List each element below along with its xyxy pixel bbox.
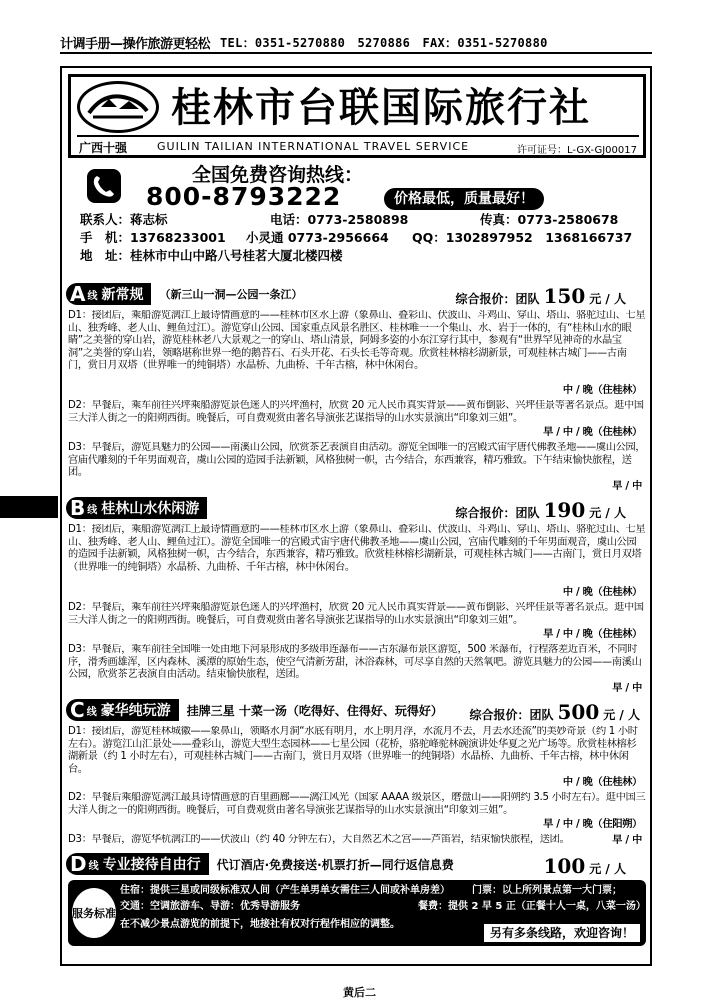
route-d-letter: D — [70, 852, 87, 876]
route-a-xian: 线 — [87, 290, 98, 302]
service-badge: 服务标准 — [72, 888, 116, 938]
route-d-unit: 元 / 人 — [589, 862, 626, 876]
route-d-xian: 线 — [88, 860, 99, 872]
route-c-unit: 元 / 人 — [603, 708, 640, 722]
route-a-name: 新常规 — [101, 287, 144, 303]
header-divider — [77, 135, 639, 137]
flyer-frame — [60, 66, 652, 966]
service-note: 在不减少景点游览的前提下，地接社有权对行程作相应的调整。 — [120, 919, 400, 930]
top-tel-fax: TEL：0351-5270880 5270886 FAX：0351-5270880 — [220, 35, 548, 50]
company-english-name: GUILIN TAILIAN INTERNATIONAL TRAVEL SERVICE — [157, 140, 470, 153]
route-c-day-2 — [68, 792, 646, 832]
route-b-day-3-text: D3：早餐后，乘车前往全国唯一处由地下河泉形成的多级串连瀑布——古东瀑布景区游览，500 米瀑布，行程落差近百米，不同时序，滑秀画雄浑，区内森林、溪潭的原始生态，使空气清新芳甜，沐浴森林，可尽享自然的天然氧吧。游览具魅力的公园——南溪山公园，欣赏茶艺表演自由活动。结束愉快旅程，送团。 — [68, 644, 642, 681]
route-b-letter: B — [70, 496, 86, 520]
route-c-subtitle: 挂牌三星 十菜一汤（吃得好、住得好、玩得好） — [186, 703, 443, 718]
route-a-day-1 — [68, 310, 646, 398]
route-b-quote-label: 综合报价：团队 — [455, 506, 540, 520]
company-logo-icon — [77, 81, 159, 133]
route-c-letter: C — [70, 698, 85, 722]
route-c-day-3 — [68, 834, 646, 848]
phone-icon — [86, 168, 122, 204]
top-bar — [60, 32, 652, 54]
route-a-day-3 — [68, 442, 646, 494]
route-c-day-1-text: D1：接团后，游览桂林城徽——象鼻山，领略水月洞“水底有明月，水上明月浮，水流月不去，月去水还流”的美妙奇景（约 1 小时左右）。游览江山汇景处——叠彩山，游览大型生态园林——七星公园（花桥，骆驼峰驼林碗演讲处华夏之光广场等。欣赏桂林榕杉湖新景（约 1 小时左右），可观桂林古城门——古南门，赏日月双塔（世界唯一的纯铜塔）水晶桥、九曲桥、千年古榕，林中休闲台。 — [68, 726, 638, 775]
route-c-day-2-meals: 早 / 中 / 晚（住阳朔） — [539, 819, 642, 832]
route-c-day-2-text: D2：早餐后乘船游览漓江最具诗情画意的百里画廊——漓江风光（国家 AAAA 级景区，磨盘山——阳朔约 3.5 小时左右）。逛中国三大洋人街之一的阳朔西街。晚餐后，可自费观赏由著名导演张艺谋指导的山水实景演出“印象刘三姐”。 — [68, 792, 646, 816]
route-a-price: 150 — [543, 284, 586, 308]
route-c-header — [66, 698, 443, 722]
route-b-day-2 — [68, 602, 646, 642]
route-c-day-1 — [68, 726, 646, 790]
contact-fax: 传真：0773-2580678 — [480, 212, 619, 227]
route-d-header — [66, 852, 454, 876]
route-a-header — [66, 282, 302, 306]
contact-mobile: 手 机：13768233001 — [80, 230, 226, 245]
contact-person: 联系人：蒋志标 — [80, 212, 168, 227]
more-routes-cta: 另有多条线路，欢迎咨询！ — [484, 924, 640, 942]
contact-tel: 电话：0773-2580898 — [270, 212, 409, 227]
route-a-day-2-meals: 早 / 中 / 晚（住桂林） — [539, 427, 642, 440]
route-b-day-3 — [68, 644, 646, 696]
route-b-day-1 — [68, 524, 646, 600]
route-d-subtitle: 代订酒店·免费接送·机票打折—同行返信息费 — [216, 857, 454, 872]
route-a-badge — [66, 283, 151, 305]
route-a-letter: A — [70, 282, 86, 306]
service-tickets: 门票：以上所列景点第一大门票； — [472, 885, 622, 896]
route-a-unit: 元 / 人 — [589, 292, 626, 306]
region-tag: 广西十强 — [79, 141, 128, 155]
route-c-badge — [66, 699, 179, 721]
service-meals: 餐费：提供 2 早 5 正（正餐十人一桌，八菜一汤） — [418, 901, 646, 912]
hotline-number: 800-8793222 — [146, 182, 342, 211]
contact-qq: QQ：1302897952 1368166737 — [412, 230, 633, 245]
route-a-day-1-text: D1：接团后，乘船游览漓江上最诗情画意的——桂林市区水上游（象鼻山、叠彩山、伏波山、斗鸡山、穿山、塔山、骆驼过山、七星山、独秀峰、老人山、鲤鱼过江）。游览穿山公园、国家重点风景名胜区、桂林唯一一个集山、水、岩于一体的，有“桂林山水的眼睛”之美誉的穿山岩，游览桂林老八大景观之一的穿山、塔山清景，阿姆多姿的小东江穿行其中，参观有“世界罕见神奇的水晶宝洞”之美誉的穿山岩，领略堪称世界一绝的鹅苔石、石头开花、石头长毛等奇观。欣赏桂林榕杉湖新景，可观桂林古城门——古南门，赏日月双塔（世界唯一的纯铜塔）水晶桥、九曲桥、千年古榕，林中休闲台。 — [68, 310, 646, 372]
hotline-title: 全国免费咨询热线： — [192, 164, 364, 186]
route-b-day-2-meals: 早 / 中 / 晚（住桂林） — [539, 629, 642, 642]
route-d-name: 专业接待自由行 — [102, 857, 201, 873]
route-a-quote-label: 综合报价：团队 — [455, 292, 540, 306]
route-c-day-3-text: D3：早餐后，游览华杭漓江的——伏波山（约 40 分钟左右），大自然艺术之宫——芦笛岩，结束愉快旅程，送团。 — [68, 834, 570, 845]
route-b-day-3-meals: 早 / 中 — [608, 683, 642, 696]
route-c-quote-label: 综合报价：团队 — [469, 708, 554, 722]
route-b-quote — [455, 498, 626, 522]
route-c-day-1-meals: 中 / 晚（住桂林） — [559, 777, 642, 790]
contact-address: 地 址：桂林市中山中路八号桂茗大厦北楼四楼 — [80, 248, 343, 263]
route-d-price: 100 — [543, 854, 586, 878]
route-a-day-3-text: D3：早餐后，游览具魅力的公园——南溪山公园，欣赏茶艺表演自由活动。游览全国唯一的宫殿式宙宇唐代佛教圣地——虞山公园，宫庙代雕刻的千年男面观音，虞山公园的造园手法新颖，风格独树一帜，古今结合，东西兼容，精巧雅致。下午结束愉快旅程，送团。 — [68, 442, 646, 479]
route-a-day-2 — [68, 400, 646, 440]
route-b-unit: 元 / 人 — [589, 506, 626, 520]
route-c-price: 500 — [557, 700, 600, 724]
route-b-price: 190 — [543, 498, 586, 522]
company-name: 桂林市台联国际旅行社 — [171, 85, 591, 131]
route-a-day-2-text: D2：早餐后，乘车前往兴坪乘船游览景色迷人的兴坪渔村，欣赏 20 元人民币真实背景——黄布倒影、兴坪佳景等著名景点。逛中国三大洋人街之一的阳朔西街。晚餐后，可自费观赏由著名导演张艺谋指导的山水实景演出“印象刘三姐”。 — [68, 400, 644, 424]
route-b-day-2-text: D2：早餐后，乘车前往兴坪乘船游览景色迷人的兴坪渔村，欣赏 20 元人民币真实背景——黄布倒影、兴坪佳景等著名景点。逛中国三大洋人街之一的阳朔西街。晚餐后，可自费观赏由著名导演张艺谋指导的山水实景演出“印象刘三姐”。 — [68, 602, 644, 626]
price-slogan: 价格最低，质量最好！ — [384, 188, 544, 210]
route-b-header — [66, 496, 215, 520]
route-b-name: 桂林山水休闲游 — [101, 501, 200, 517]
route-a-quote — [455, 284, 626, 308]
service-transport: 交通：空调旅游车、导游：优秀导游服务 — [120, 901, 300, 912]
route-c-name: 豪华纯玩游 — [100, 703, 171, 719]
route-b-day-1-text: D1：接团后，乘船游览漓江上最诗情画意的——桂林市区水上游（象鼻山、叠彩山、伏波山、斗鸡山、穿山、塔山、骆驼过山、七星山、独秀峰、老人山、鲤鱼过江）。游览全国唯一的宫殿式宙宇唐代佛教圣地——虞山公园，宫庙代雕刻的千年男面观音，虞山公园的造园手法新颖，风格独树一帜，古今结合，东西兼容，精巧雅致。欣赏桂林榕杉湖新景，可观桂林古城门——古南门，赏日月双塔（世界唯一的纯铜塔）水晶桥、九曲桥、千年古榕，林中休闲台。 — [68, 524, 646, 573]
route-d-badge — [66, 853, 209, 875]
license-number: 许可证号：L-GX-GJ00017 — [517, 145, 637, 156]
service-standard-box — [68, 880, 646, 946]
contact-phs: 小灵通 0773-2956664 — [246, 230, 389, 245]
route-a-day-3-meals: 早 / 中 — [608, 481, 642, 494]
route-c-day-3-meals: 早 / 中 — [608, 835, 642, 848]
route-c-quote — [469, 700, 640, 724]
route-b-day-1-meals: 中 / 晚（住桂林） — [559, 587, 642, 600]
route-c-xian: 线 — [86, 706, 97, 718]
company-header — [68, 74, 646, 158]
route-a-day-1-meals: 中 / 晚（住桂林） — [559, 385, 642, 398]
top-slogan: 计调手册—操作旅游更轻松 — [60, 36, 211, 52]
service-lodging: 住宿：提供三星或同级标准双人间（产生单男单女需住三人间或补单房差） — [120, 885, 450, 896]
route-a-subtitle: （新三山一洞—公园一条江） — [159, 288, 303, 301]
route-d-quote — [544, 854, 627, 878]
side-black-mark — [0, 496, 58, 518]
route-b-xian: 线 — [87, 504, 98, 516]
route-b-badge — [66, 497, 207, 519]
page-footer: 黄后二 — [343, 986, 376, 999]
